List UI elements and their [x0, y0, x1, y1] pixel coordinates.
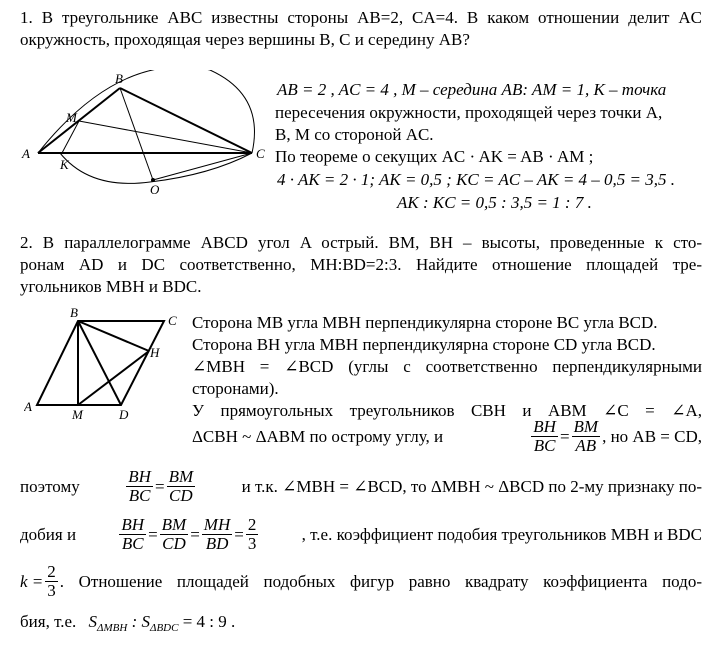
problem1-sol-line6: AK : KC = 0,5 : 3,5 = 1 : 7 . — [397, 193, 592, 212]
problem2-sol-line3: ∠MBH = ∠BCD (углы с соответственно перпендикулярными — [192, 357, 702, 376]
problem2-statement-line2: ронам AD и DC соответственно, MH:BD=2:3. Найдите отношение площадей тре- — [20, 255, 702, 274]
fraction-bh-bc: $\frac{BH}{BC}$ — [533, 417, 556, 455]
label-h: H — [150, 345, 160, 360]
problem1-statement-line1: 1. В треугольнике ABC известны стороны AB=2, CA=4. В каком отношении делит AC — [20, 8, 702, 27]
problem1-sol-line3: B, M со стороной AC. — [275, 125, 434, 144]
ratio-equation: $\frac{BH}{BC}$ = $\frac{BM}{AB}$ , но AB = CD, — [533, 417, 702, 455]
problem1-sol-line2: пересечения окружности, проходящей через точки A, — [275, 103, 663, 122]
label-o: O — [150, 182, 160, 197]
area-ratio-text: . Отношение площадей подобных фигур равно квадрату коэффициента подо- — [59, 571, 702, 591]
problem2-sol-line4: сторонами). — [192, 379, 279, 398]
label-c: C — [168, 313, 177, 328]
problem1-figure — [20, 70, 270, 200]
problem2-figure — [24, 305, 192, 425]
problem1-sol-line4: По теореме о секущих AC · AK = AB · AM ; — [275, 147, 594, 166]
segment-mk — [62, 121, 79, 153]
problem2-statement-line1: 2. В параллелограмме ABCD угол A острый. BM, BH – высоты, проведенные к сто- — [20, 233, 702, 252]
fraction-k: $\frac{2}{3}$ — [47, 562, 56, 600]
fraction-bh-bc-3: $\frac{BH}{BC}$ — [121, 515, 145, 553]
problem1-statement-line2: окружность, проходящая через вершины B, C и середину AB? — [20, 30, 470, 49]
similarity-and-text: добия и — [20, 524, 77, 544]
fraction-bh-bc-2: $\frac{BH}{BC}$ — [128, 467, 151, 505]
problem1-sol-line1: AB = 2 , AC = 4 , M – середина AB: AM = 1, K – точка — [277, 80, 667, 99]
label-k: K — [60, 157, 69, 172]
label-d: D — [119, 407, 129, 422]
label-m: M — [66, 110, 77, 125]
fraction-2-3: $\frac{2}{3}$ — [247, 515, 257, 553]
ratio-chain: $\frac{BH}{BC}$ = $\frac{BM}{CD}$ = $\frac{MH}{BD}$ = $\frac{2}{3}$ — [121, 515, 257, 553]
diagonal-bd — [78, 321, 121, 405]
label-c: C — [256, 146, 265, 161]
segment-mh — [78, 351, 149, 405]
label-b: B — [115, 71, 123, 86]
fraction-bm-cd-2: $\frac{BM}{CD}$ — [161, 515, 187, 553]
segment-co — [153, 153, 252, 180]
but-ab-cd: , но AB = CD, — [602, 426, 702, 446]
ie-text: бия, т.е. — [20, 612, 77, 631]
label-m: M — [72, 407, 83, 422]
therefore-text: поэтому — [20, 476, 80, 496]
problem2-sol-line7 — [20, 468, 702, 505]
similarity-text: ΔCBH ~ ΔABM по острому углу, и — [192, 426, 444, 446]
label-a: A — [24, 399, 32, 414]
label-a: A — [22, 146, 30, 161]
problem2-sol-line1: Сторона MB угла MBH перпендикулярна стороне BC угла BCD. — [192, 313, 658, 332]
area-ratio-formula: $S_{\Delta MBH}$ : $S_{\Delta BDC} = 4$ : 9 . — [88, 612, 236, 634]
side-ab — [38, 88, 120, 153]
ratio-equation-2: $\frac{BH}{BC}$ = $\frac{BM}{CD}$ — [128, 467, 194, 505]
problem1-sol-line5: 4 · AK = 2 · 1; AK = 0,5 ; KC = AC – AK = 4 – 0,5 = 3,5 . — [277, 170, 676, 189]
problem2-sol-line9 — [20, 563, 702, 600]
label-b: B — [70, 305, 78, 320]
problem2-statement-line3: угольников MBH и BDC. — [20, 277, 202, 296]
segment-mc — [79, 121, 252, 153]
fraction-mh-bd: $\frac{MH}{BD}$ — [203, 515, 231, 553]
problem2-sol-line5: У прямоугольных треугольников CBH и ABM ∠C = ∠A, — [192, 401, 702, 420]
problem2-sol-line10 — [20, 612, 235, 638]
problem2-sol-line2: Сторона BH угла MBH перпендикулярна стороне CD угла BCD. — [192, 335, 656, 354]
height-bh — [78, 321, 149, 351]
fraction-bm-ab: $\frac{BM}{AB}$ — [573, 417, 599, 455]
k-equals: k = — [20, 571, 44, 591]
problem2-sol-line8 — [20, 516, 702, 553]
problem2-sol-line6 — [192, 418, 702, 455]
coefficient-text: , т.е. коэффициент подобия треугольников MBH и BDC — [301, 524, 702, 544]
fraction-bm-cd: $\frac{BM}{CD}$ — [168, 467, 194, 505]
similarity-conclusion: и т.к. ∠MBH = ∠BCD, то ΔMBH ~ ΔBCD по 2-му признаку по- — [241, 476, 702, 496]
